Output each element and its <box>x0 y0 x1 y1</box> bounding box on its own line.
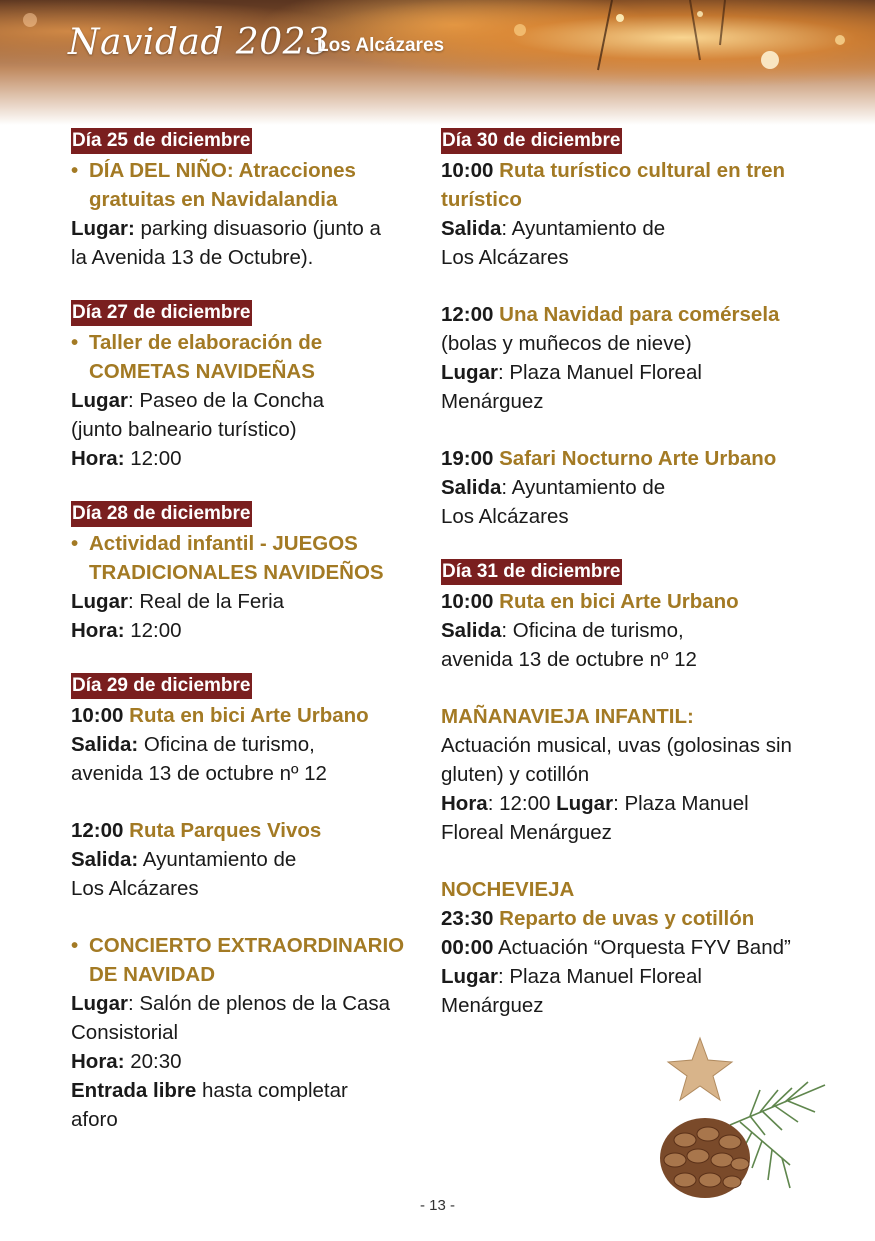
event-location: Lugar: Real de la Feria <box>71 590 285 613</box>
event-location: Lugar: Salón de plenos de la Casa <box>71 992 391 1015</box>
bullet-icon: • <box>71 159 79 182</box>
event-title: • Actividad infantil - JUEGOS <box>71 529 471 558</box>
event-location: Lugar: Plaza Manuel Floreal <box>441 965 702 988</box>
day-heading: Día 30 de diciembre <box>441 128 622 154</box>
event-location: Lugar: parking disuasorio (junto a <box>71 217 381 240</box>
header-place: Los Alcázares <box>317 35 445 56</box>
event-title: 12:00 Una Navidad para comérsela <box>441 303 780 326</box>
event-description: Actuación musical, uvas (golosinas sin <box>441 734 792 757</box>
day-heading: Día 27 de diciembre <box>71 300 252 326</box>
event-time-location: Hora: 12:00 Lugar: Plaza Manuel <box>441 792 749 815</box>
event-title: 19:00 Safari Nocturno Arte Urbano <box>441 447 777 470</box>
event-title: • DÍA DEL NIÑO: Atracciones <box>71 156 471 185</box>
header-title: Navidad 2023 <box>68 22 330 63</box>
event-time: Hora: 12:00 <box>71 447 182 470</box>
day-heading: Día 29 de diciembre <box>71 673 252 699</box>
event-title: 12:00 Ruta Parques Vivos <box>71 819 322 842</box>
bullet-icon: • <box>71 532 79 555</box>
event-entry: Entrada libre hasta completar <box>71 1079 348 1102</box>
section-title: NOCHEVIEJA <box>441 878 575 901</box>
event-description: (bolas y muñecos de nieve) <box>441 332 692 355</box>
event-departure: Salida: Ayuntamiento de <box>71 848 297 871</box>
event-departure: Salida: Oficina de turismo, <box>71 733 315 756</box>
day-heading: Día 31 de diciembre <box>441 559 622 585</box>
event-title: 23:30 Reparto de uvas y cotillón <box>441 907 755 930</box>
event-departure: Salida: Ayuntamiento de <box>441 476 666 499</box>
event-title: 10:00 Ruta en bici Arte Urbano <box>441 590 739 613</box>
event-title: • Taller de elaboración de <box>71 328 471 357</box>
star-pinecone-icon <box>640 1030 840 1210</box>
page-number: - 13 - <box>419 1197 455 1214</box>
section-title: MAÑANAVIEJA INFANTIL: <box>441 705 694 728</box>
event-title: • CONCIERTO EXTRAORDINARIO <box>71 931 471 960</box>
header-banner <box>0 0 875 125</box>
event-title: 00:00 Actuación “Orquesta FYV Band” <box>441 936 791 959</box>
event-time: Hora: 20:30 <box>71 1050 182 1073</box>
event-location: Lugar: Plaza Manuel Floreal <box>441 361 702 384</box>
left-column: Día 25 de diciembre • DÍA DEL NIÑO: Atracciones gratuitas en Navidalandia Lugar: parking disuasorio (junto a la Avenida 13 de Octubre). Día 27 de diciembre • Taller de elaboración de COMETAS NAVIDEÑAS Lugar: Paseo de la Concha (junto balneario turístico) Hora: 12:00 Día 28 de diciembre • Actividad infantil - JUEGOS TRADICIONALES NAVIDEÑOS Lugar: Real de la Feria Hora: 12:00 Día 29 de diciembre 10:00 Ruta en bici Arte Urbano Salida: Oficina de turismo, avenida 13 de octubre nº 12 12:00 Ruta Parques Vivos Salida: Ayuntamiento de Los Alcázares • CONCIERTO EXTRAORDINARIO DE NAVIDAD Lugar: Salón de plenos de la Casa Consistorial Hora: 20:30 Entrada libre hasta completar aforo <box>71 128 471 1134</box>
event-title: 10:00 Ruta turístico cultural en tren <box>441 159 786 182</box>
day-heading: Día 28 de diciembre <box>71 501 252 527</box>
bullet-icon: • <box>71 934 79 957</box>
event-title: 10:00 Ruta en bici Arte Urbano <box>71 704 369 727</box>
right-column: Día 30 de diciembre 10:00 Ruta turístico cultural en tren turístico Salida: Ayuntamiento de Los Alcázares 12:00 Una Navidad para comérsela (bolas y muñecos de nieve) Lugar: Plaza Manuel Floreal Menárguez 19:00 Safari Nocturno Arte Urbano Salida: Ayuntamiento de Los Alcázares Día 31 de diciembre 10:00 Ruta en bici Arte Urbano Salida: Oficina de turismo, avenida 13 de octubre nº 12 MAÑANAVIEJA INFANTIL: Actuación musical, uvas (golosinas sin gluten) y cotillón Hora: 12:00 Lugar: Plaza Manuel Floreal Menárguez NOCHEVIEJA 23:30 Reparto de uvas y cotillón 00:00 Actuación “Orquesta FYV Band” Lugar: Plaza Manuel Floreal Menárguez <box>441 128 841 1020</box>
bullet-icon: • <box>71 331 79 354</box>
event-departure: Salida: Ayuntamiento de <box>441 217 666 240</box>
event-time: Hora: 12:00 <box>71 619 182 642</box>
day-heading: Día 25 de diciembre <box>71 128 252 154</box>
event-location: Lugar: Paseo de la Concha <box>71 389 324 412</box>
event-departure: Salida: Oficina de turismo, <box>441 619 684 642</box>
